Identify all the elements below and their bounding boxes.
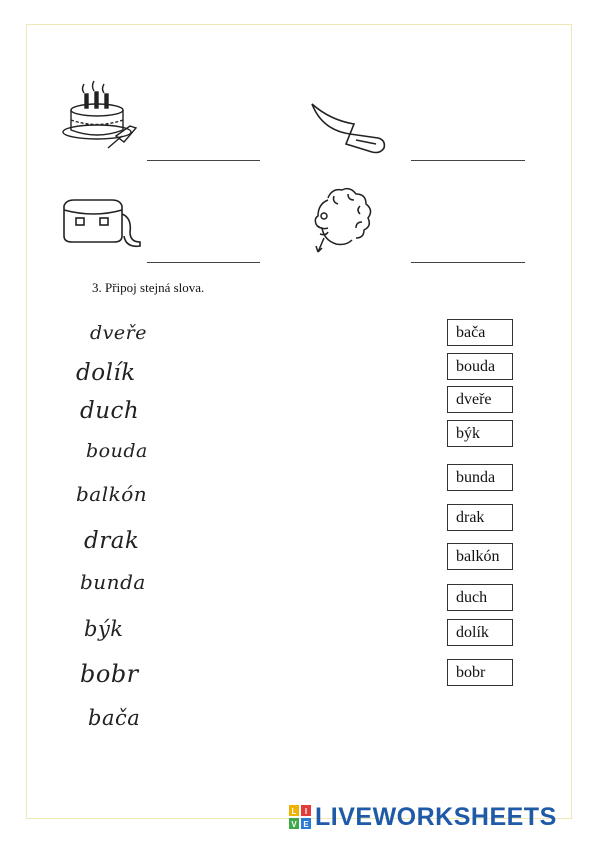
answer-line-bag[interactable] bbox=[147, 262, 260, 263]
word-box[interactable]: bača bbox=[447, 319, 513, 346]
cursive-word: dolík bbox=[76, 360, 136, 386]
cursive-word: drak bbox=[84, 528, 140, 554]
knife-icon bbox=[306, 100, 388, 158]
cake-icon bbox=[56, 78, 148, 158]
cursive-word: bača bbox=[88, 706, 141, 730]
answer-line-knife[interactable] bbox=[411, 160, 525, 161]
brand-name: LIVEWORKSHEETS bbox=[315, 802, 557, 831]
cursive-word: dveře bbox=[90, 322, 147, 344]
bag-icon bbox=[56, 196, 142, 252]
liveworksheets-logo-icon bbox=[288, 804, 312, 830]
cursive-word: bouda bbox=[86, 440, 148, 462]
curly-hair-face-icon bbox=[304, 186, 376, 260]
logo-letter: I bbox=[304, 807, 308, 816]
cursive-word: bunda bbox=[80, 570, 146, 594]
answer-line-face[interactable] bbox=[411, 262, 525, 263]
answer-line-cake[interactable] bbox=[147, 160, 260, 161]
word-box[interactable]: bouda bbox=[447, 353, 513, 380]
exercise-instruction: 3. Připoj stejná slova. bbox=[92, 280, 205, 295]
logo-letter: V bbox=[291, 820, 297, 829]
word-box[interactable]: duch bbox=[447, 584, 513, 611]
logo-letter: L bbox=[291, 807, 297, 816]
word-box[interactable]: drak bbox=[447, 504, 513, 531]
cursive-word: duch bbox=[80, 398, 140, 424]
liveworksheets-brand bbox=[288, 803, 557, 831]
cursive-word: býk bbox=[84, 617, 124, 641]
word-box[interactable]: dolík bbox=[447, 619, 513, 646]
cursive-word: bobr bbox=[80, 660, 139, 688]
word-box[interactable]: balkón bbox=[447, 543, 513, 570]
word-box[interactable]: bobr bbox=[447, 659, 513, 686]
word-box[interactable]: dveře bbox=[447, 386, 513, 413]
logo-letter: E bbox=[303, 820, 309, 829]
word-box[interactable]: býk bbox=[447, 420, 513, 447]
cursive-word: balkón bbox=[76, 482, 148, 506]
word-box[interactable]: bunda bbox=[447, 464, 513, 491]
